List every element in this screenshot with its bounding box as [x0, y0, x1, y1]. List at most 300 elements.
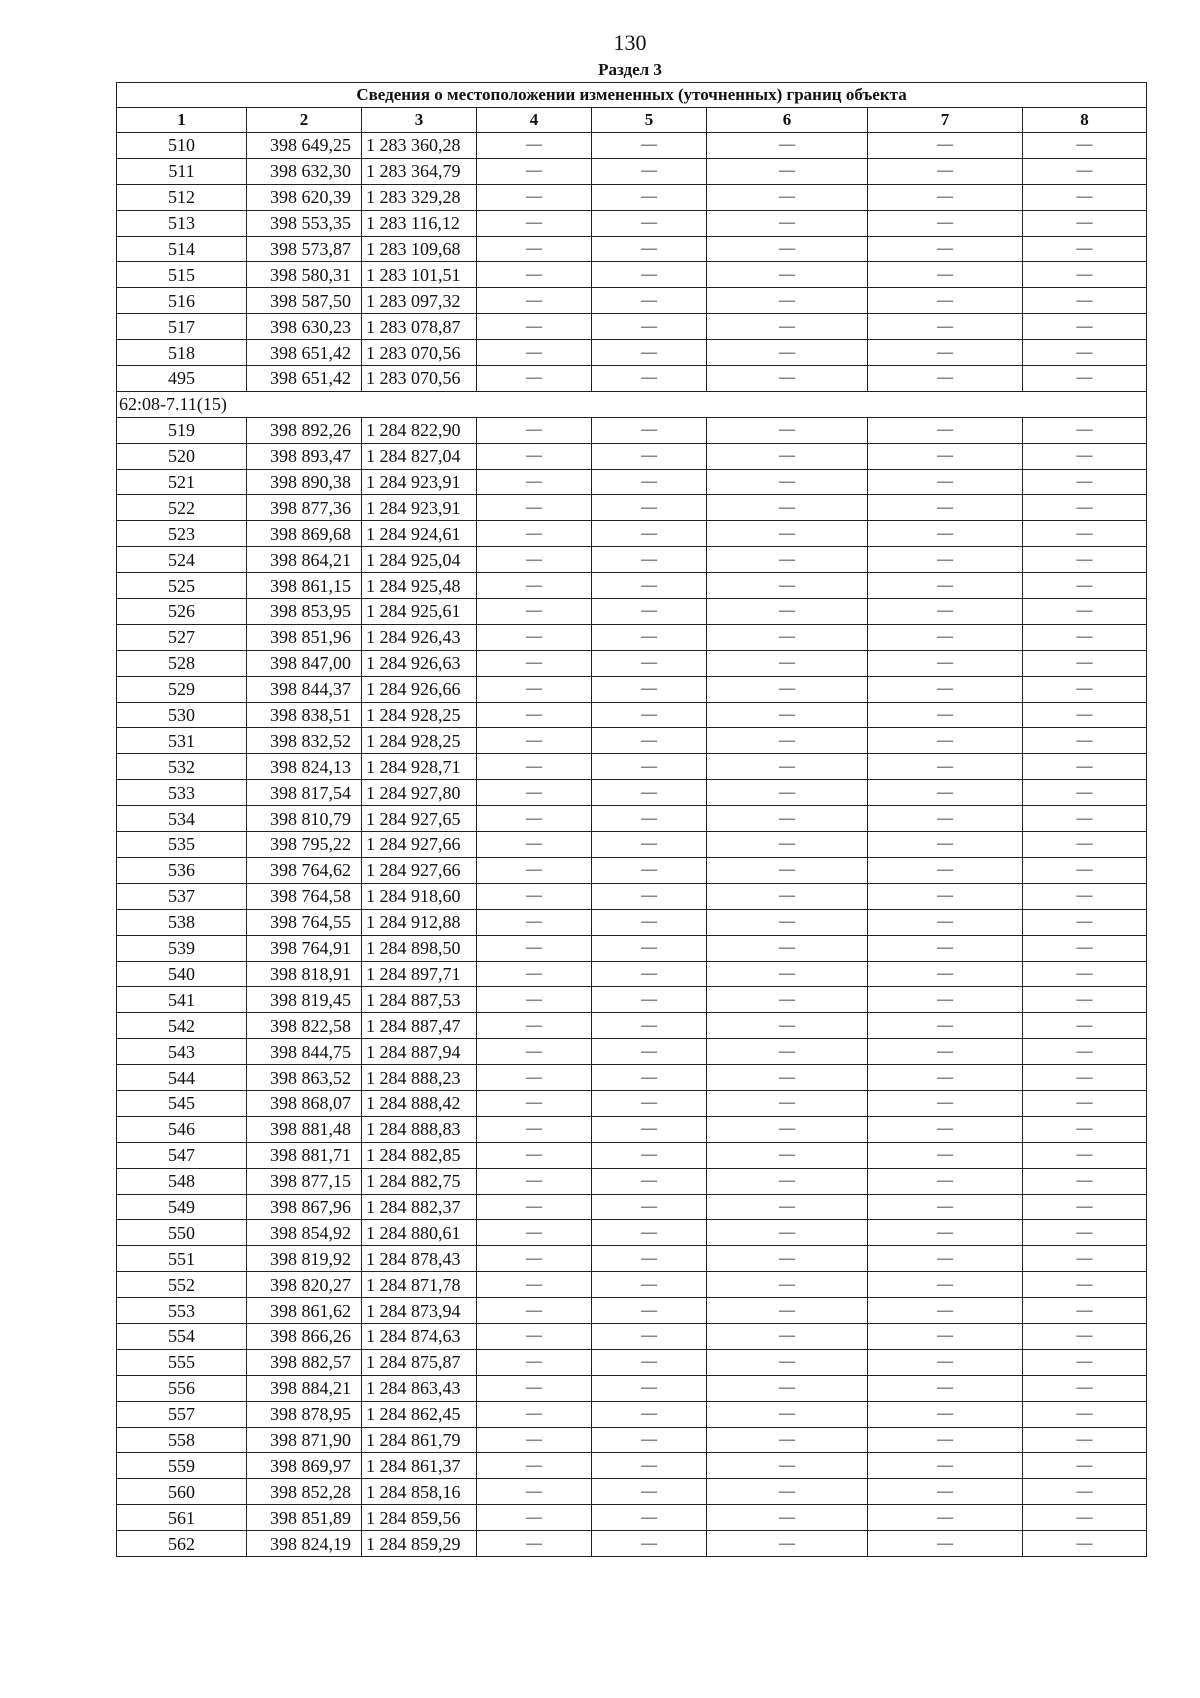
empty-value-cell: —	[1023, 133, 1147, 159]
point-number-cell: 550	[117, 1220, 247, 1246]
empty-value-cell: —	[868, 987, 1023, 1013]
x-coordinate-cell: 398 861,15	[247, 573, 362, 599]
empty-value-cell: —	[592, 1065, 707, 1091]
empty-value-cell: —	[592, 573, 707, 599]
empty-value-cell: —	[868, 573, 1023, 599]
empty-value-cell: —	[1023, 806, 1147, 832]
table-row	[117, 650, 1147, 676]
empty-value-cell: —	[707, 1323, 868, 1349]
table-row	[117, 366, 1147, 392]
empty-value-cell: —	[592, 1505, 707, 1531]
empty-value-cell: —	[477, 184, 592, 210]
empty-value-cell: —	[1023, 1375, 1147, 1401]
empty-value-cell: —	[707, 314, 868, 340]
table-row	[117, 676, 1147, 702]
point-number-cell: 540	[117, 961, 247, 987]
point-number-cell: 527	[117, 624, 247, 650]
empty-value-cell: —	[868, 366, 1023, 392]
empty-value-cell: —	[868, 1194, 1023, 1220]
coordinates-table	[116, 82, 1147, 1557]
x-coordinate-cell: 398 881,71	[247, 1142, 362, 1168]
empty-value-cell: —	[707, 1427, 868, 1453]
empty-value-cell: —	[592, 832, 707, 858]
empty-value-cell: —	[1023, 495, 1147, 521]
empty-value-cell: —	[477, 650, 592, 676]
table-row	[117, 987, 1147, 1013]
x-coordinate-cell: 398 832,52	[247, 728, 362, 754]
empty-value-cell: —	[868, 443, 1023, 469]
empty-value-cell: —	[1023, 1194, 1147, 1220]
y-coordinate-cell: 1 284 888,23	[362, 1065, 477, 1091]
empty-value-cell: —	[868, 806, 1023, 832]
empty-value-cell: —	[1023, 1090, 1147, 1116]
empty-value-cell: —	[477, 366, 592, 392]
empty-value-cell: —	[1023, 1142, 1147, 1168]
empty-value-cell: —	[1023, 1323, 1147, 1349]
x-coordinate-cell: 398 882,57	[247, 1349, 362, 1375]
table-row	[117, 133, 1147, 159]
y-coordinate-cell: 1 284 863,43	[362, 1375, 477, 1401]
point-number-cell: 528	[117, 650, 247, 676]
empty-value-cell: —	[707, 521, 868, 547]
empty-value-cell: —	[707, 1298, 868, 1324]
table-row	[117, 1039, 1147, 1065]
empty-value-cell: —	[868, 599, 1023, 625]
y-coordinate-cell: 1 284 827,04	[362, 443, 477, 469]
empty-value-cell: —	[1023, 236, 1147, 262]
point-number-cell: 553	[117, 1298, 247, 1324]
x-coordinate-cell: 398 877,36	[247, 495, 362, 521]
empty-value-cell: —	[477, 1479, 592, 1505]
point-number-cell: 560	[117, 1479, 247, 1505]
table-row	[117, 1298, 1147, 1324]
x-coordinate-cell: 398 818,91	[247, 961, 362, 987]
y-coordinate-cell: 1 283 329,28	[362, 184, 477, 210]
empty-value-cell: —	[707, 1013, 868, 1039]
y-coordinate-cell: 1 284 882,37	[362, 1194, 477, 1220]
empty-value-cell: —	[1023, 1505, 1147, 1531]
empty-value-cell: —	[707, 702, 868, 728]
x-coordinate-cell: 398 854,92	[247, 1220, 362, 1246]
x-coordinate-cell: 398 620,39	[247, 184, 362, 210]
empty-value-cell: —	[1023, 780, 1147, 806]
point-number-cell: 535	[117, 832, 247, 858]
table-row	[117, 728, 1147, 754]
empty-value-cell: —	[477, 1065, 592, 1091]
y-coordinate-cell: 1 284 923,91	[362, 469, 477, 495]
empty-value-cell: —	[868, 314, 1023, 340]
empty-value-cell: —	[707, 1039, 868, 1065]
x-coordinate-cell: 398 630,23	[247, 314, 362, 340]
table-row	[117, 1427, 1147, 1453]
empty-value-cell: —	[592, 1220, 707, 1246]
empty-value-cell: —	[592, 417, 707, 443]
y-coordinate-cell: 1 284 926,43	[362, 624, 477, 650]
empty-value-cell: —	[592, 314, 707, 340]
empty-value-cell: —	[707, 728, 868, 754]
table-row	[117, 935, 1147, 961]
empty-value-cell: —	[477, 133, 592, 159]
empty-value-cell: —	[1023, 728, 1147, 754]
table-body	[117, 133, 1147, 1557]
empty-value-cell: —	[477, 1220, 592, 1246]
column-header-6: 6	[707, 108, 868, 133]
empty-value-cell: —	[707, 1272, 868, 1298]
y-coordinate-cell: 1 284 925,48	[362, 573, 477, 599]
empty-value-cell: —	[477, 987, 592, 1013]
y-coordinate-cell: 1 284 897,71	[362, 961, 477, 987]
x-coordinate-cell: 398 764,58	[247, 883, 362, 909]
empty-value-cell: —	[707, 624, 868, 650]
table-caption: Сведения о местоположении измененных (уточненных) границ объекта	[117, 83, 1147, 108]
empty-value-cell: —	[477, 236, 592, 262]
x-coordinate-cell: 398 893,47	[247, 443, 362, 469]
point-number-cell: 514	[117, 236, 247, 262]
table-row	[117, 1531, 1147, 1557]
empty-value-cell: —	[592, 909, 707, 935]
group-label: 62:08-7.11(15)	[117, 391, 1147, 417]
empty-value-cell: —	[707, 573, 868, 599]
empty-value-cell: —	[1023, 521, 1147, 547]
empty-value-cell: —	[868, 417, 1023, 443]
empty-value-cell: —	[477, 728, 592, 754]
point-number-cell: 558	[117, 1427, 247, 1453]
empty-value-cell: —	[477, 1272, 592, 1298]
table-row	[117, 754, 1147, 780]
column-header-5: 5	[592, 108, 707, 133]
x-coordinate-cell: 398 810,79	[247, 806, 362, 832]
y-coordinate-cell: 1 284 887,53	[362, 987, 477, 1013]
x-coordinate-cell: 398 877,15	[247, 1168, 362, 1194]
empty-value-cell: —	[477, 314, 592, 340]
x-coordinate-cell: 398 817,54	[247, 780, 362, 806]
y-coordinate-cell: 1 283 101,51	[362, 262, 477, 288]
x-coordinate-cell: 398 838,51	[247, 702, 362, 728]
column-header-7: 7	[868, 108, 1023, 133]
empty-value-cell: —	[477, 521, 592, 547]
table-row	[117, 210, 1147, 236]
empty-value-cell: —	[477, 1349, 592, 1375]
empty-value-cell: —	[592, 987, 707, 1013]
empty-value-cell: —	[868, 857, 1023, 883]
empty-value-cell: —	[477, 1401, 592, 1427]
empty-value-cell: —	[477, 935, 592, 961]
empty-value-cell: —	[1023, 210, 1147, 236]
empty-value-cell: —	[868, 1479, 1023, 1505]
empty-value-cell: —	[868, 1401, 1023, 1427]
point-number-cell: 559	[117, 1453, 247, 1479]
point-number-cell: 515	[117, 262, 247, 288]
empty-value-cell: —	[592, 1039, 707, 1065]
section-title: Раздел 3	[598, 60, 662, 79]
table-row	[117, 883, 1147, 909]
x-coordinate-cell: 398 847,00	[247, 650, 362, 676]
empty-value-cell: —	[477, 1116, 592, 1142]
point-number-cell: 511	[117, 158, 247, 184]
empty-value-cell: —	[1023, 1298, 1147, 1324]
point-number-cell: 520	[117, 443, 247, 469]
empty-value-cell: —	[707, 780, 868, 806]
empty-value-cell: —	[592, 1375, 707, 1401]
y-coordinate-cell: 1 284 859,56	[362, 1505, 477, 1531]
y-coordinate-cell: 1 284 873,94	[362, 1298, 477, 1324]
x-coordinate-cell: 398 824,13	[247, 754, 362, 780]
empty-value-cell: —	[592, 210, 707, 236]
empty-value-cell: —	[707, 754, 868, 780]
table-row	[117, 832, 1147, 858]
empty-value-cell: —	[592, 547, 707, 573]
empty-value-cell: —	[707, 495, 868, 521]
empty-value-cell: —	[592, 133, 707, 159]
empty-value-cell: —	[1023, 340, 1147, 366]
empty-value-cell: —	[1023, 1246, 1147, 1272]
x-coordinate-cell: 398 864,21	[247, 547, 362, 573]
empty-value-cell: —	[592, 1453, 707, 1479]
x-coordinate-cell: 398 819,92	[247, 1246, 362, 1272]
x-coordinate-cell: 398 853,95	[247, 599, 362, 625]
empty-value-cell: —	[707, 806, 868, 832]
table-row	[117, 1323, 1147, 1349]
empty-value-cell: —	[707, 1220, 868, 1246]
x-coordinate-cell: 398 871,90	[247, 1427, 362, 1453]
table-row	[117, 599, 1147, 625]
y-coordinate-cell: 1 283 078,87	[362, 314, 477, 340]
empty-value-cell: —	[477, 1013, 592, 1039]
empty-value-cell: —	[868, 262, 1023, 288]
empty-value-cell: —	[477, 1194, 592, 1220]
point-number-cell: 521	[117, 469, 247, 495]
empty-value-cell: —	[592, 340, 707, 366]
table-row	[117, 1401, 1147, 1427]
empty-value-cell: —	[707, 650, 868, 676]
empty-value-cell: —	[707, 1194, 868, 1220]
empty-value-cell: —	[477, 754, 592, 780]
empty-value-cell: —	[868, 495, 1023, 521]
empty-value-cell: —	[477, 210, 592, 236]
empty-value-cell: —	[868, 624, 1023, 650]
x-coordinate-cell: 398 764,55	[247, 909, 362, 935]
empty-value-cell: —	[1023, 314, 1147, 340]
table-row	[117, 1013, 1147, 1039]
x-coordinate-cell: 398 852,28	[247, 1479, 362, 1505]
empty-value-cell: —	[868, 702, 1023, 728]
empty-value-cell: —	[707, 1349, 868, 1375]
y-coordinate-cell: 1 284 925,04	[362, 547, 477, 573]
x-coordinate-cell: 398 851,89	[247, 1505, 362, 1531]
empty-value-cell: —	[592, 1427, 707, 1453]
y-coordinate-cell: 1 284 862,45	[362, 1401, 477, 1427]
point-number-cell: 531	[117, 728, 247, 754]
x-coordinate-cell: 398 844,75	[247, 1039, 362, 1065]
empty-value-cell: —	[1023, 935, 1147, 961]
y-coordinate-cell: 1 284 928,25	[362, 702, 477, 728]
table-row	[117, 184, 1147, 210]
empty-value-cell: —	[592, 1246, 707, 1272]
point-number-cell: 526	[117, 599, 247, 625]
y-coordinate-cell: 1 283 109,68	[362, 236, 477, 262]
empty-value-cell: —	[707, 1142, 868, 1168]
empty-value-cell: —	[477, 702, 592, 728]
empty-value-cell: —	[868, 1116, 1023, 1142]
y-coordinate-cell: 1 284 882,75	[362, 1168, 477, 1194]
empty-value-cell: —	[1023, 1168, 1147, 1194]
empty-value-cell: —	[477, 1453, 592, 1479]
table-row	[117, 1349, 1147, 1375]
empty-value-cell: —	[477, 1090, 592, 1116]
empty-value-cell: —	[592, 469, 707, 495]
point-number-cell: 534	[117, 806, 247, 832]
y-coordinate-cell: 1 284 871,78	[362, 1272, 477, 1298]
empty-value-cell: —	[592, 1142, 707, 1168]
point-number-cell: 544	[117, 1065, 247, 1091]
empty-value-cell: —	[1023, 184, 1147, 210]
empty-value-cell: —	[868, 1039, 1023, 1065]
point-number-cell: 510	[117, 133, 247, 159]
empty-value-cell: —	[707, 1065, 868, 1091]
point-number-cell: 537	[117, 883, 247, 909]
column-header-row	[117, 108, 1147, 133]
y-coordinate-cell: 1 284 898,50	[362, 935, 477, 961]
point-number-cell: 495	[117, 366, 247, 392]
point-number-cell: 522	[117, 495, 247, 521]
point-number-cell: 524	[117, 547, 247, 573]
y-coordinate-cell: 1 284 858,16	[362, 1479, 477, 1505]
empty-value-cell: —	[1023, 1039, 1147, 1065]
empty-value-cell: —	[1023, 1116, 1147, 1142]
empty-value-cell: —	[1023, 158, 1147, 184]
empty-value-cell: —	[477, 573, 592, 599]
table-row	[117, 521, 1147, 547]
table-row	[117, 1116, 1147, 1142]
y-coordinate-cell: 1 284 822,90	[362, 417, 477, 443]
empty-value-cell: —	[868, 547, 1023, 573]
empty-value-cell: —	[592, 521, 707, 547]
empty-value-cell: —	[592, 806, 707, 832]
empty-value-cell: —	[868, 1453, 1023, 1479]
point-number-cell: 552	[117, 1272, 247, 1298]
empty-value-cell: —	[1023, 754, 1147, 780]
x-coordinate-cell: 398 632,30	[247, 158, 362, 184]
empty-value-cell: —	[707, 1090, 868, 1116]
table-row	[117, 1272, 1147, 1298]
table-row	[117, 961, 1147, 987]
empty-value-cell: —	[707, 909, 868, 935]
empty-value-cell: —	[477, 909, 592, 935]
table-row	[117, 1375, 1147, 1401]
y-coordinate-cell: 1 283 070,56	[362, 340, 477, 366]
empty-value-cell: —	[1023, 909, 1147, 935]
point-number-cell: 543	[117, 1039, 247, 1065]
empty-value-cell: —	[707, 857, 868, 883]
empty-value-cell: —	[592, 754, 707, 780]
empty-value-cell: —	[592, 366, 707, 392]
table-row	[117, 1246, 1147, 1272]
empty-value-cell: —	[707, 1168, 868, 1194]
point-number-cell: 518	[117, 340, 247, 366]
y-coordinate-cell: 1 284 927,66	[362, 857, 477, 883]
table-row	[117, 780, 1147, 806]
y-coordinate-cell: 1 284 927,65	[362, 806, 477, 832]
point-number-cell: 562	[117, 1531, 247, 1557]
y-coordinate-cell: 1 284 927,80	[362, 780, 477, 806]
y-coordinate-cell: 1 284 912,88	[362, 909, 477, 935]
empty-value-cell: —	[1023, 366, 1147, 392]
empty-value-cell: —	[477, 1375, 592, 1401]
empty-value-cell: —	[1023, 262, 1147, 288]
empty-value-cell: —	[592, 1272, 707, 1298]
empty-value-cell: —	[868, 1272, 1023, 1298]
empty-value-cell: —	[868, 210, 1023, 236]
table-row	[117, 1194, 1147, 1220]
table-row	[117, 443, 1147, 469]
x-coordinate-cell: 398 867,96	[247, 1194, 362, 1220]
table-row	[117, 314, 1147, 340]
empty-value-cell: —	[1023, 832, 1147, 858]
empty-value-cell: —	[477, 961, 592, 987]
empty-value-cell: —	[868, 1427, 1023, 1453]
empty-value-cell: —	[477, 443, 592, 469]
empty-value-cell: —	[707, 158, 868, 184]
table-row	[117, 158, 1147, 184]
empty-value-cell: —	[707, 1246, 868, 1272]
empty-value-cell: —	[1023, 857, 1147, 883]
empty-value-cell: —	[707, 1479, 868, 1505]
empty-value-cell: —	[1023, 1065, 1147, 1091]
empty-value-cell: —	[707, 935, 868, 961]
empty-value-cell: —	[1023, 1401, 1147, 1427]
point-number-cell: 554	[117, 1323, 247, 1349]
empty-value-cell: —	[868, 935, 1023, 961]
x-coordinate-cell: 398 844,37	[247, 676, 362, 702]
x-coordinate-cell: 398 820,27	[247, 1272, 362, 1298]
y-coordinate-cell: 1 283 360,28	[362, 133, 477, 159]
empty-value-cell: —	[592, 961, 707, 987]
empty-value-cell: —	[868, 1375, 1023, 1401]
page-number: 130	[613, 30, 647, 55]
empty-value-cell: —	[1023, 1427, 1147, 1453]
empty-value-cell: —	[1023, 599, 1147, 625]
table-row	[117, 1142, 1147, 1168]
empty-value-cell: —	[1023, 573, 1147, 599]
empty-value-cell: —	[707, 1505, 868, 1531]
empty-value-cell: —	[592, 1401, 707, 1427]
y-coordinate-cell: 1 284 926,66	[362, 676, 477, 702]
empty-value-cell: —	[1023, 1349, 1147, 1375]
empty-value-cell: —	[592, 728, 707, 754]
x-coordinate-cell: 398 651,42	[247, 366, 362, 392]
y-coordinate-cell: 1 284 918,60	[362, 883, 477, 909]
x-coordinate-cell: 398 580,31	[247, 262, 362, 288]
point-number-cell: 525	[117, 573, 247, 599]
table-row	[117, 857, 1147, 883]
empty-value-cell: —	[707, 547, 868, 573]
point-number-cell: 551	[117, 1246, 247, 1272]
table-row	[117, 340, 1147, 366]
empty-value-cell: —	[1023, 1479, 1147, 1505]
point-number-cell: 533	[117, 780, 247, 806]
empty-value-cell: —	[592, 288, 707, 314]
empty-value-cell: —	[707, 1116, 868, 1142]
empty-value-cell: —	[868, 1505, 1023, 1531]
empty-value-cell: —	[1023, 702, 1147, 728]
empty-value-cell: —	[592, 1090, 707, 1116]
point-number-cell: 536	[117, 857, 247, 883]
x-coordinate-cell: 398 866,26	[247, 1323, 362, 1349]
empty-value-cell: —	[477, 676, 592, 702]
empty-value-cell: —	[707, 676, 868, 702]
x-coordinate-cell: 398 869,97	[247, 1453, 362, 1479]
y-coordinate-cell: 1 284 928,71	[362, 754, 477, 780]
